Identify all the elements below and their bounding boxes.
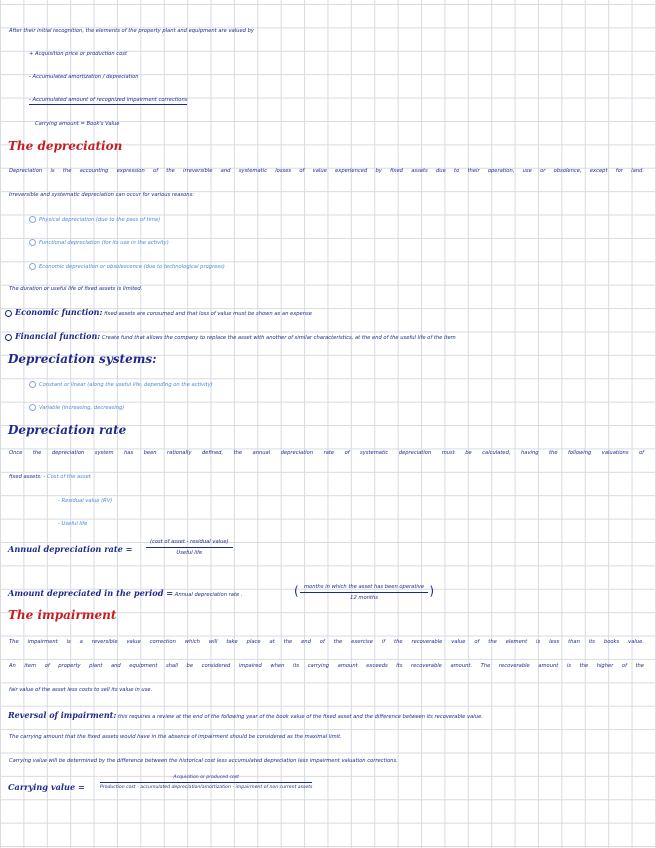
depreciation-title: The depreciation [8,139,123,153]
bullet-icon [29,381,36,388]
impairment-line: An item of property plant and equipment shall be considered impaired when its carrying amount exceeds its recoverable amount. The recoverable amount is the higher of the [9,663,644,669]
carrying-value-fraction [100,775,312,790]
depreciation-reasons-intro: Irreversible and systematic depreciation can occur for various reasons: [9,192,195,198]
bullet-icon [29,263,36,270]
bullet-icon [29,216,36,223]
carrying-equation: Carrying amount = Book's Value [35,121,120,127]
financial-function: Financial function: Create fund that allows the company to replace the asset with another of similar characteristics, at the end of the useful life of the item [5,332,456,341]
impairment-line: Carrying value will be determined by the difference between the historical cost less accumulated depreciation less impairment valuation corrections. [9,758,398,764]
left-paren: ( [294,584,299,598]
amount-numerator: months in which the asset has been operative [300,584,428,593]
bullet-icon [5,310,12,317]
bullet-icon [29,239,36,246]
valuation-item: - Accumulated amortization / depreciation [29,74,139,80]
amount-fraction [294,584,435,601]
intro-text: After their initial recognition, the elements of the property plant and equipment are valued by [9,28,254,34]
amount-depreciated-line: Amount depreciated in the period = Annual depreciation rate . [8,588,243,598]
rate-intro: Once the depreciation system has been rationally defined, the annual depreciation rate of systematic depreciation must be calculated, having the following valuations of [9,450,644,456]
valuation-item: + Acquisition price or production cost [29,51,128,57]
annual-rate-label: Annual depreciation rate = [8,544,133,554]
annual-rate-denominator: Useful life [176,550,203,556]
reason-item: Physical depreciation (due to the pass of time) [29,216,160,223]
reason-item: Functional depreciation (for its use in the activity) [29,239,169,246]
rate-item: - Residual value (RV) [58,498,113,504]
system-item: Variable (increasing, decreasing) [29,404,124,411]
impairment-title: The impairment [8,608,117,622]
useful-life-note: The duration or useful life of fixed assets is limited. [9,286,143,292]
bullet-icon [5,334,12,341]
depreciation-definition: Depreciation is the accounting expression of the irreversible and systematic losses of value experienced by fixed assets due to their operation, use or obsolence, except for land. [9,168,644,174]
impairment-line: The carrying amount that the fixed assets would have in the absence of impairment should be considered as the maximal limit. [9,734,342,740]
impairment-line: The impairment is a reversible value correction which will take place at the end of the exercise if the recoverable value of the element is less than its books value. [9,639,644,645]
reason-item: Economic depreciation or obsolescence (due to technological progress) [29,263,225,270]
carrying-value-numerator: Acquisition or produced cost [100,775,312,783]
reversal-of-impairment: Reversal of impairment: this requires a review at the end of the following year of the book value of the fixed asset and the difference between its recoverable value. [8,710,483,720]
economic-function: Economic function: fixed assets are consumed and that loss of value must be shown as an expense [5,308,312,317]
carrying-value-label: Carrying value = [8,782,85,792]
bullet-icon [29,404,36,411]
rate-item: - Useful life [58,521,88,527]
amount-denominator: 12 months [350,595,378,601]
rate-fixed-assets: fixed assets: - Cost of the asset [9,474,91,480]
annual-rate-numerator: (cost of asset - residual value) [146,539,233,548]
system-item: Constant or linear (along the useful life, depending on the activity) [29,381,213,388]
systems-title: Depreciation systems: [8,352,157,366]
carrying-value-denominator: Production cost - accumulated depreciation/amortization - impairment of non current assets [100,785,313,790]
impairment-line: fair value of the asset less costs to sell its value in use. [9,687,153,693]
rate-title: Depreciation rate [8,423,127,437]
annual-rate-fraction [146,539,233,556]
right-paren: ) [429,584,435,598]
valuation-item: - Accumulated amount of recognized impairment corrections [29,98,187,105]
